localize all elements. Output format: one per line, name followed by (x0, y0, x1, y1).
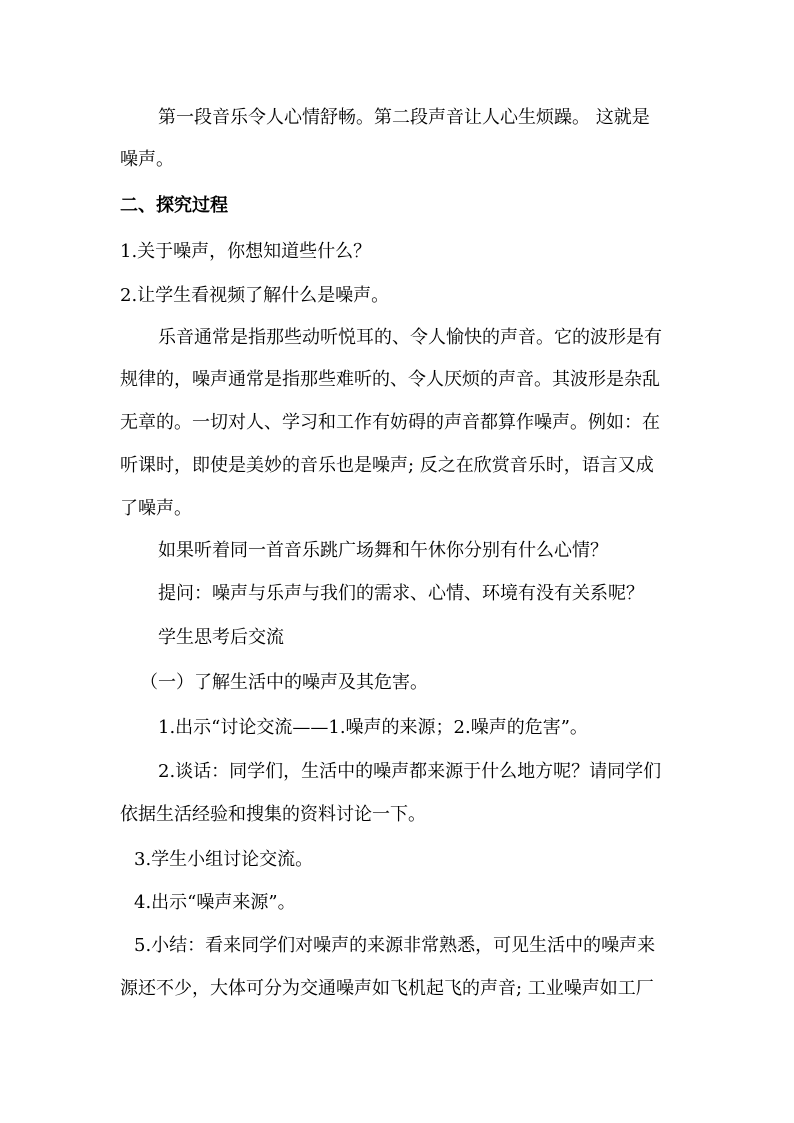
paragraph-line: 如果听着同一首音乐跳广场舞和午休你分别有什么心情？ (158, 540, 608, 561)
paragraph-line: 规律的，噪声通常是指那些难听的、令人厌烦的声音。其波形是杂乱 (120, 369, 660, 390)
paragraph-line: 学生思考后交流 (158, 627, 284, 648)
list-item: 5.小结：看来同学们对噪声的来源非常熟悉，可见生活中的噪声来 (134, 935, 656, 956)
paragraph-line: 源还不少，大体可分为交通噪声如飞机起飞的声音; 工业噪声如工厂 (120, 978, 654, 999)
section-heading: 二、探究过程 (120, 195, 228, 216)
subsection-heading: （一）了解生活中的噪声及其危害。 (140, 672, 428, 693)
paragraph-line: 依据生活经验和搜集的资料讨论一下。 (120, 804, 426, 825)
paragraph-line: 噪声。 (120, 149, 174, 170)
list-item: 3.学生小组讨论交流。 (134, 849, 314, 870)
paragraph-line: 了噪声。 (120, 498, 192, 519)
paragraph-line: 无章的。一切对人、学习和工作有妨碍的声音都算作噪声。例如：在 (120, 412, 660, 433)
paragraph-line: 第一段音乐令人心情舒畅。第二段声音让人心生烦躁。 这就是 (158, 107, 650, 128)
list-item: 1.关于噪声，你想知道些什么？ (120, 241, 372, 262)
paragraph-line: 听课时，即使是美妙的音乐也是噪声; 反之在欣赏音乐时，语言又成 (120, 455, 654, 476)
list-item: 1.出示“讨论交流——1.噪声的来源；2.噪声的危害”。 (158, 717, 588, 738)
list-item: 2.让学生看视频了解什么是噪声。 (120, 285, 390, 306)
paragraph-line: 提问：噪声与乐声与我们的需求、心情、环境有没有关系呢？ (158, 583, 644, 604)
paragraph-line: 乐音通常是指那些动听悦耳的、令人愉快的声音。它的波形是有 (158, 327, 662, 348)
list-item: 4.出示“噪声来源”。 (134, 892, 296, 913)
list-item: 2.谈话：同学们，生活中的噪声都来源于什么地方呢？请同学们 (158, 761, 662, 782)
